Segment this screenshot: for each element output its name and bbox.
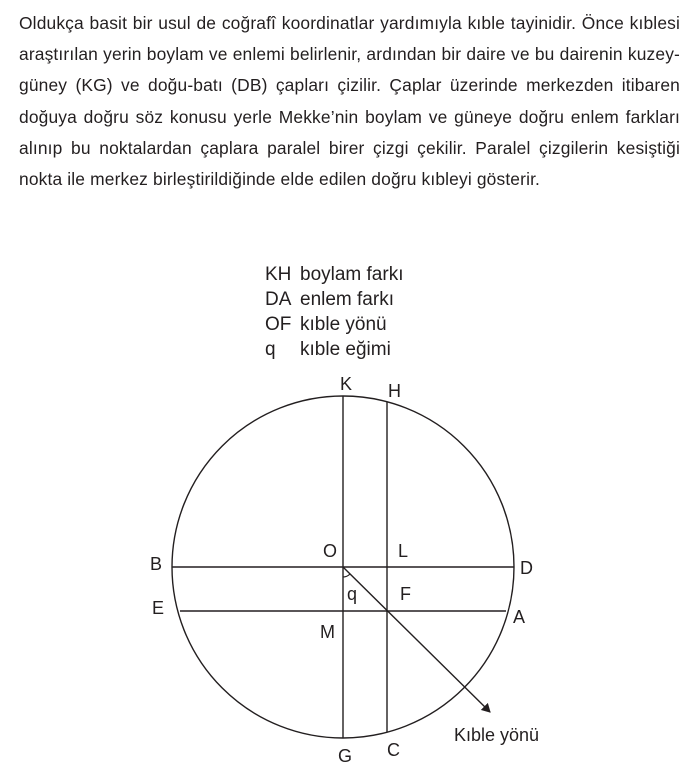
- point-label-f: F: [400, 584, 411, 604]
- qibla-angle-arc: [343, 574, 350, 577]
- legend-key: q: [265, 339, 276, 360]
- point-label-d: D: [520, 558, 533, 578]
- angle-label-q: q: [347, 584, 358, 604]
- point-label-m: M: [320, 622, 335, 642]
- legend-value: kıble yönü: [300, 314, 387, 335]
- point-label-o: O: [323, 541, 338, 561]
- qibla-direction-arrow: [343, 567, 490, 712]
- legend-value: kıble eğimi: [300, 339, 391, 360]
- legend-key: DA: [265, 289, 292, 310]
- qibla-direction-label: Kıble yönü: [454, 725, 540, 745]
- point-label-h: H: [388, 381, 401, 401]
- legend-value: enlem farkı: [300, 289, 394, 310]
- point-label-b: B: [150, 554, 163, 574]
- legend-key: KH: [265, 264, 292, 285]
- legend-key: OF: [265, 314, 292, 335]
- point-label-c: C: [387, 740, 400, 760]
- point-label-k: K: [340, 374, 353, 394]
- point-label-g: G: [338, 746, 353, 766]
- legend-value: boylam farkı: [300, 264, 404, 285]
- intro-paragraph: Oldukça basit bir usul de coğrafî koordinatlar yardımıyla kıble tayinidir. Önce kıblesi araştırılan yerin boylam ve enlemi belirlenir, ardından bir daire ve bu dairenin kuzey-güney (KG) ve doğu-batı (DB) çapları çizilir. Çaplar üzerinde merkezden itibaren doğuya doğru söz konusu yerle Mekke’nin boylam ve güneye doğru enlem farkları alınıp bu noktalardan çaplara paralel birer çizgi çekilir. Paralel çizgilerin kesiştiği nokta ile merkez birleştirildiğinde elde edilen doğru kıbleyi gösterir.: [19, 13, 680, 190]
- point-label-e: E: [152, 598, 165, 618]
- point-label-a: A: [513, 607, 526, 627]
- point-label-l: L: [398, 541, 409, 561]
